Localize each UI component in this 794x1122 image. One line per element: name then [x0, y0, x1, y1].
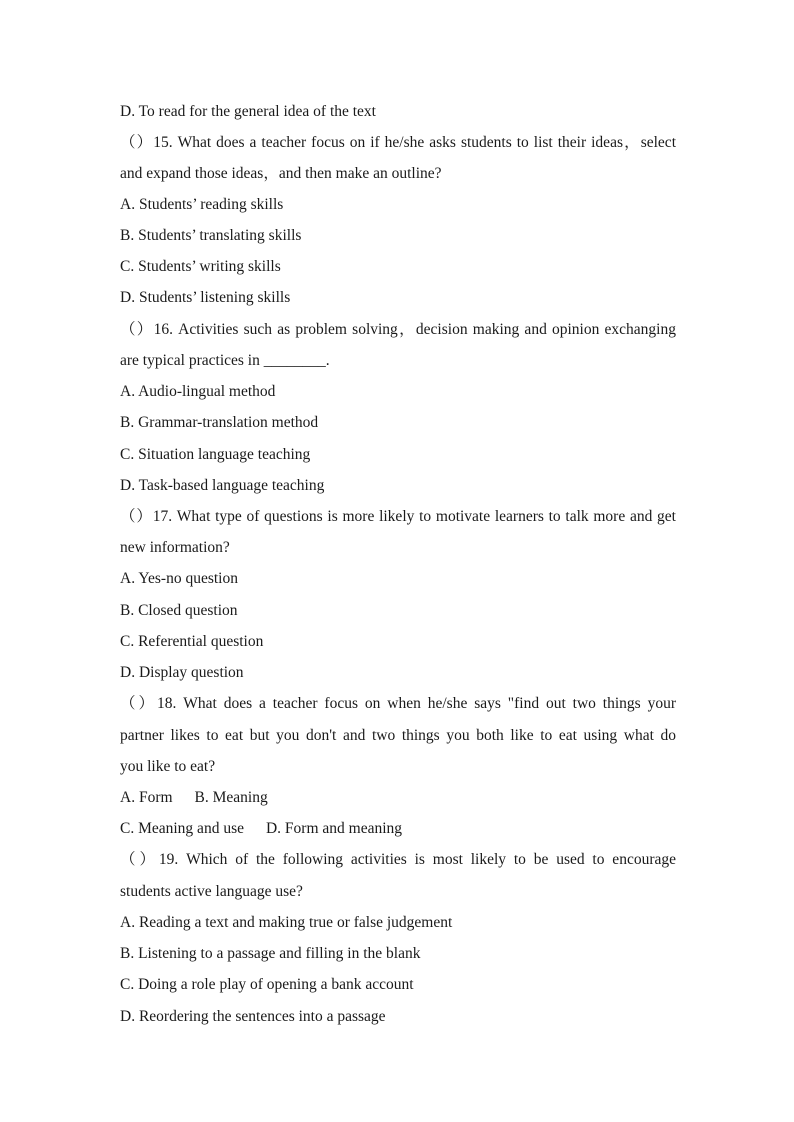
q15-option-b: B. Students’ translating skills [120, 227, 302, 244]
q19-option-d: D. Reordering the sentences into a passage [120, 1008, 386, 1025]
q19-option-b: B. Listening to a passage and filling in the blank [120, 945, 421, 962]
q15-option-d: D. Students’ listening skills [120, 289, 291, 306]
q18-option-d: D. Form and meaning [265, 820, 403, 837]
q15-option-c: C. Students’ writing skills [120, 258, 281, 275]
q17-option-a: A. Yes-no question [120, 570, 238, 587]
q16-stem-line-1: （）16. Activities such as problem solving，decision making and opinion exchanging [120, 321, 676, 338]
q16-option-b: B. Grammar-translation method [120, 414, 319, 431]
q19-stem-line-2: students active language use? [120, 883, 303, 900]
q18-options-ab [120, 788, 676, 808]
q15-option-a: A. Students’ reading skills [120, 196, 284, 213]
q14-option-d: D. To read for the general idea of the text [120, 103, 376, 120]
q17-stem-line-1: （）17. What type of questions is more likely to motivate learners to talk more and get [120, 508, 676, 525]
q18-option-c: C. Meaning and use [120, 820, 244, 837]
q19-stem-line-1: （）19. Which of the following activities is most likely to be used to encourage [120, 851, 676, 868]
q15-stem-line-1: （）15. What does a teacher focus on if he/she asks students to list their ideas，select [120, 134, 676, 151]
q19-option-a: A. Reading a text and making true or false judgement [120, 914, 453, 931]
q18-option-b: B. Meaning [194, 789, 268, 806]
q18-stem-line-1: （）18. What does a teacher focus on when he/she says "find out two things your [120, 695, 676, 712]
q17-option-c: C. Referential question [120, 633, 264, 650]
q17-option-b: B. Closed question [120, 602, 238, 619]
q19-option-c: C. Doing a role play of opening a bank account [120, 976, 414, 993]
q16-option-d: D. Task-based language teaching [120, 477, 325, 494]
q16-option-c: C. Situation language teaching [120, 446, 311, 463]
q17-option-d: D. Display question [120, 664, 244, 681]
q15-stem-line-2: and expand those ideas，and then make an outline? [120, 165, 442, 182]
q18-options-cd [120, 819, 676, 839]
q18-stem-line-2: partner likes to eat but you don't and two things you both like to eat using what do [120, 727, 676, 744]
q16-stem-line-2: are typical practices in ________. [120, 352, 330, 369]
q18-stem-line-3: you like to eat? [120, 758, 216, 775]
q16-option-a: A. Audio-lingual method [120, 383, 276, 400]
q17-stem-line-2: new information? [120, 539, 230, 556]
q18-option-a: A. Form [120, 789, 173, 806]
